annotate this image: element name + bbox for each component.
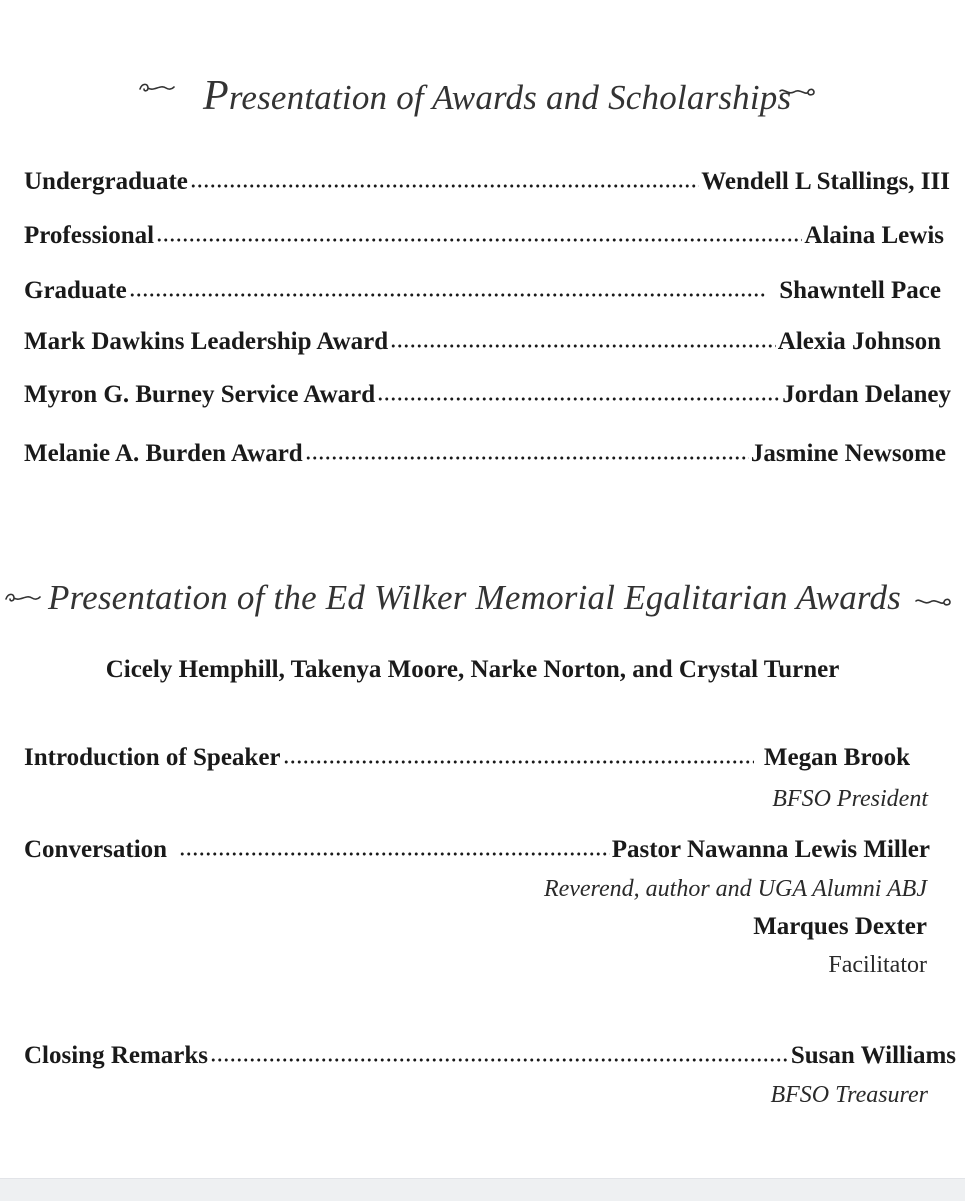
award-recipient: Alexia Johnson	[777, 328, 941, 355]
program-row-closing	[24, 1042, 956, 1070]
closing-speaker-name: Susan Williams	[790, 1042, 956, 1069]
award-recipient: Wendell L Stallings, III	[701, 168, 950, 195]
program-label: Conversation	[24, 836, 168, 863]
leader-dots	[390, 341, 776, 351]
program-label: Introduction of Speaker	[24, 744, 281, 771]
leader-dots	[305, 453, 749, 463]
facilitator-title: Facilitator	[828, 952, 927, 978]
leader-dots	[190, 181, 699, 191]
award-label: Mark Dawkins Leadership Award	[24, 328, 389, 355]
program-row-conversation	[24, 836, 930, 864]
award-row	[24, 328, 941, 356]
leader-dots	[283, 757, 754, 767]
award-row	[24, 440, 946, 468]
heading-initial: P	[203, 73, 229, 119]
leader-dots	[156, 235, 802, 245]
conversation-guest-name: Pastor Nawanna Lewis Miller	[611, 836, 930, 863]
award-recipient: Shawntell Pace	[779, 277, 941, 304]
program-row-introduction	[24, 744, 910, 772]
award-label: Professional	[24, 222, 155, 249]
heading-text: resentation of Awards and Scholarships	[228, 78, 792, 117]
award-label: Undergraduate	[24, 168, 188, 195]
egalitarian-section-heading: Presentation of the Ed Wilker Memorial Egalitarian Awards	[48, 578, 901, 617]
award-recipient: Jordan Delaney	[782, 381, 951, 408]
program-label: Closing Remarks	[24, 1042, 209, 1069]
award-recipient: Alaina Lewis	[804, 222, 944, 249]
award-row	[24, 222, 944, 250]
conversation-guest-title: Reverend, author and UGA Alumni ABJ	[543, 876, 927, 902]
award-label: Myron G. Burney Service Award	[24, 381, 376, 408]
flourish-left-icon	[136, 80, 178, 96]
award-row	[24, 168, 950, 196]
awards-section-heading	[203, 72, 791, 120]
leader-dots	[377, 394, 780, 404]
closing-speaker-title: BFSO Treasurer	[770, 1082, 928, 1108]
leader-dots	[210, 1055, 789, 1065]
speaker-name: Megan Brook	[763, 744, 910, 771]
award-row	[24, 277, 941, 305]
bottom-bar	[0, 1178, 965, 1201]
leader-dots	[179, 849, 610, 859]
award-recipient: Jasmine Newsome	[750, 440, 946, 467]
flourish-right-icon	[776, 84, 818, 100]
egalitarian-recipients: Cicely Hemphill, Takenya Moore, Narke Norton, and Crystal Turner	[105, 656, 840, 683]
award-row	[24, 381, 951, 409]
leader-dots	[129, 290, 765, 300]
award-label: Melanie A. Burden Award	[24, 440, 303, 467]
award-label: Graduate	[24, 277, 127, 304]
facilitator-name: Marques Dexter	[753, 913, 927, 940]
flourish-left-icon	[2, 590, 44, 606]
speaker-title: BFSO President	[772, 786, 928, 812]
flourish-right-icon	[912, 594, 954, 610]
